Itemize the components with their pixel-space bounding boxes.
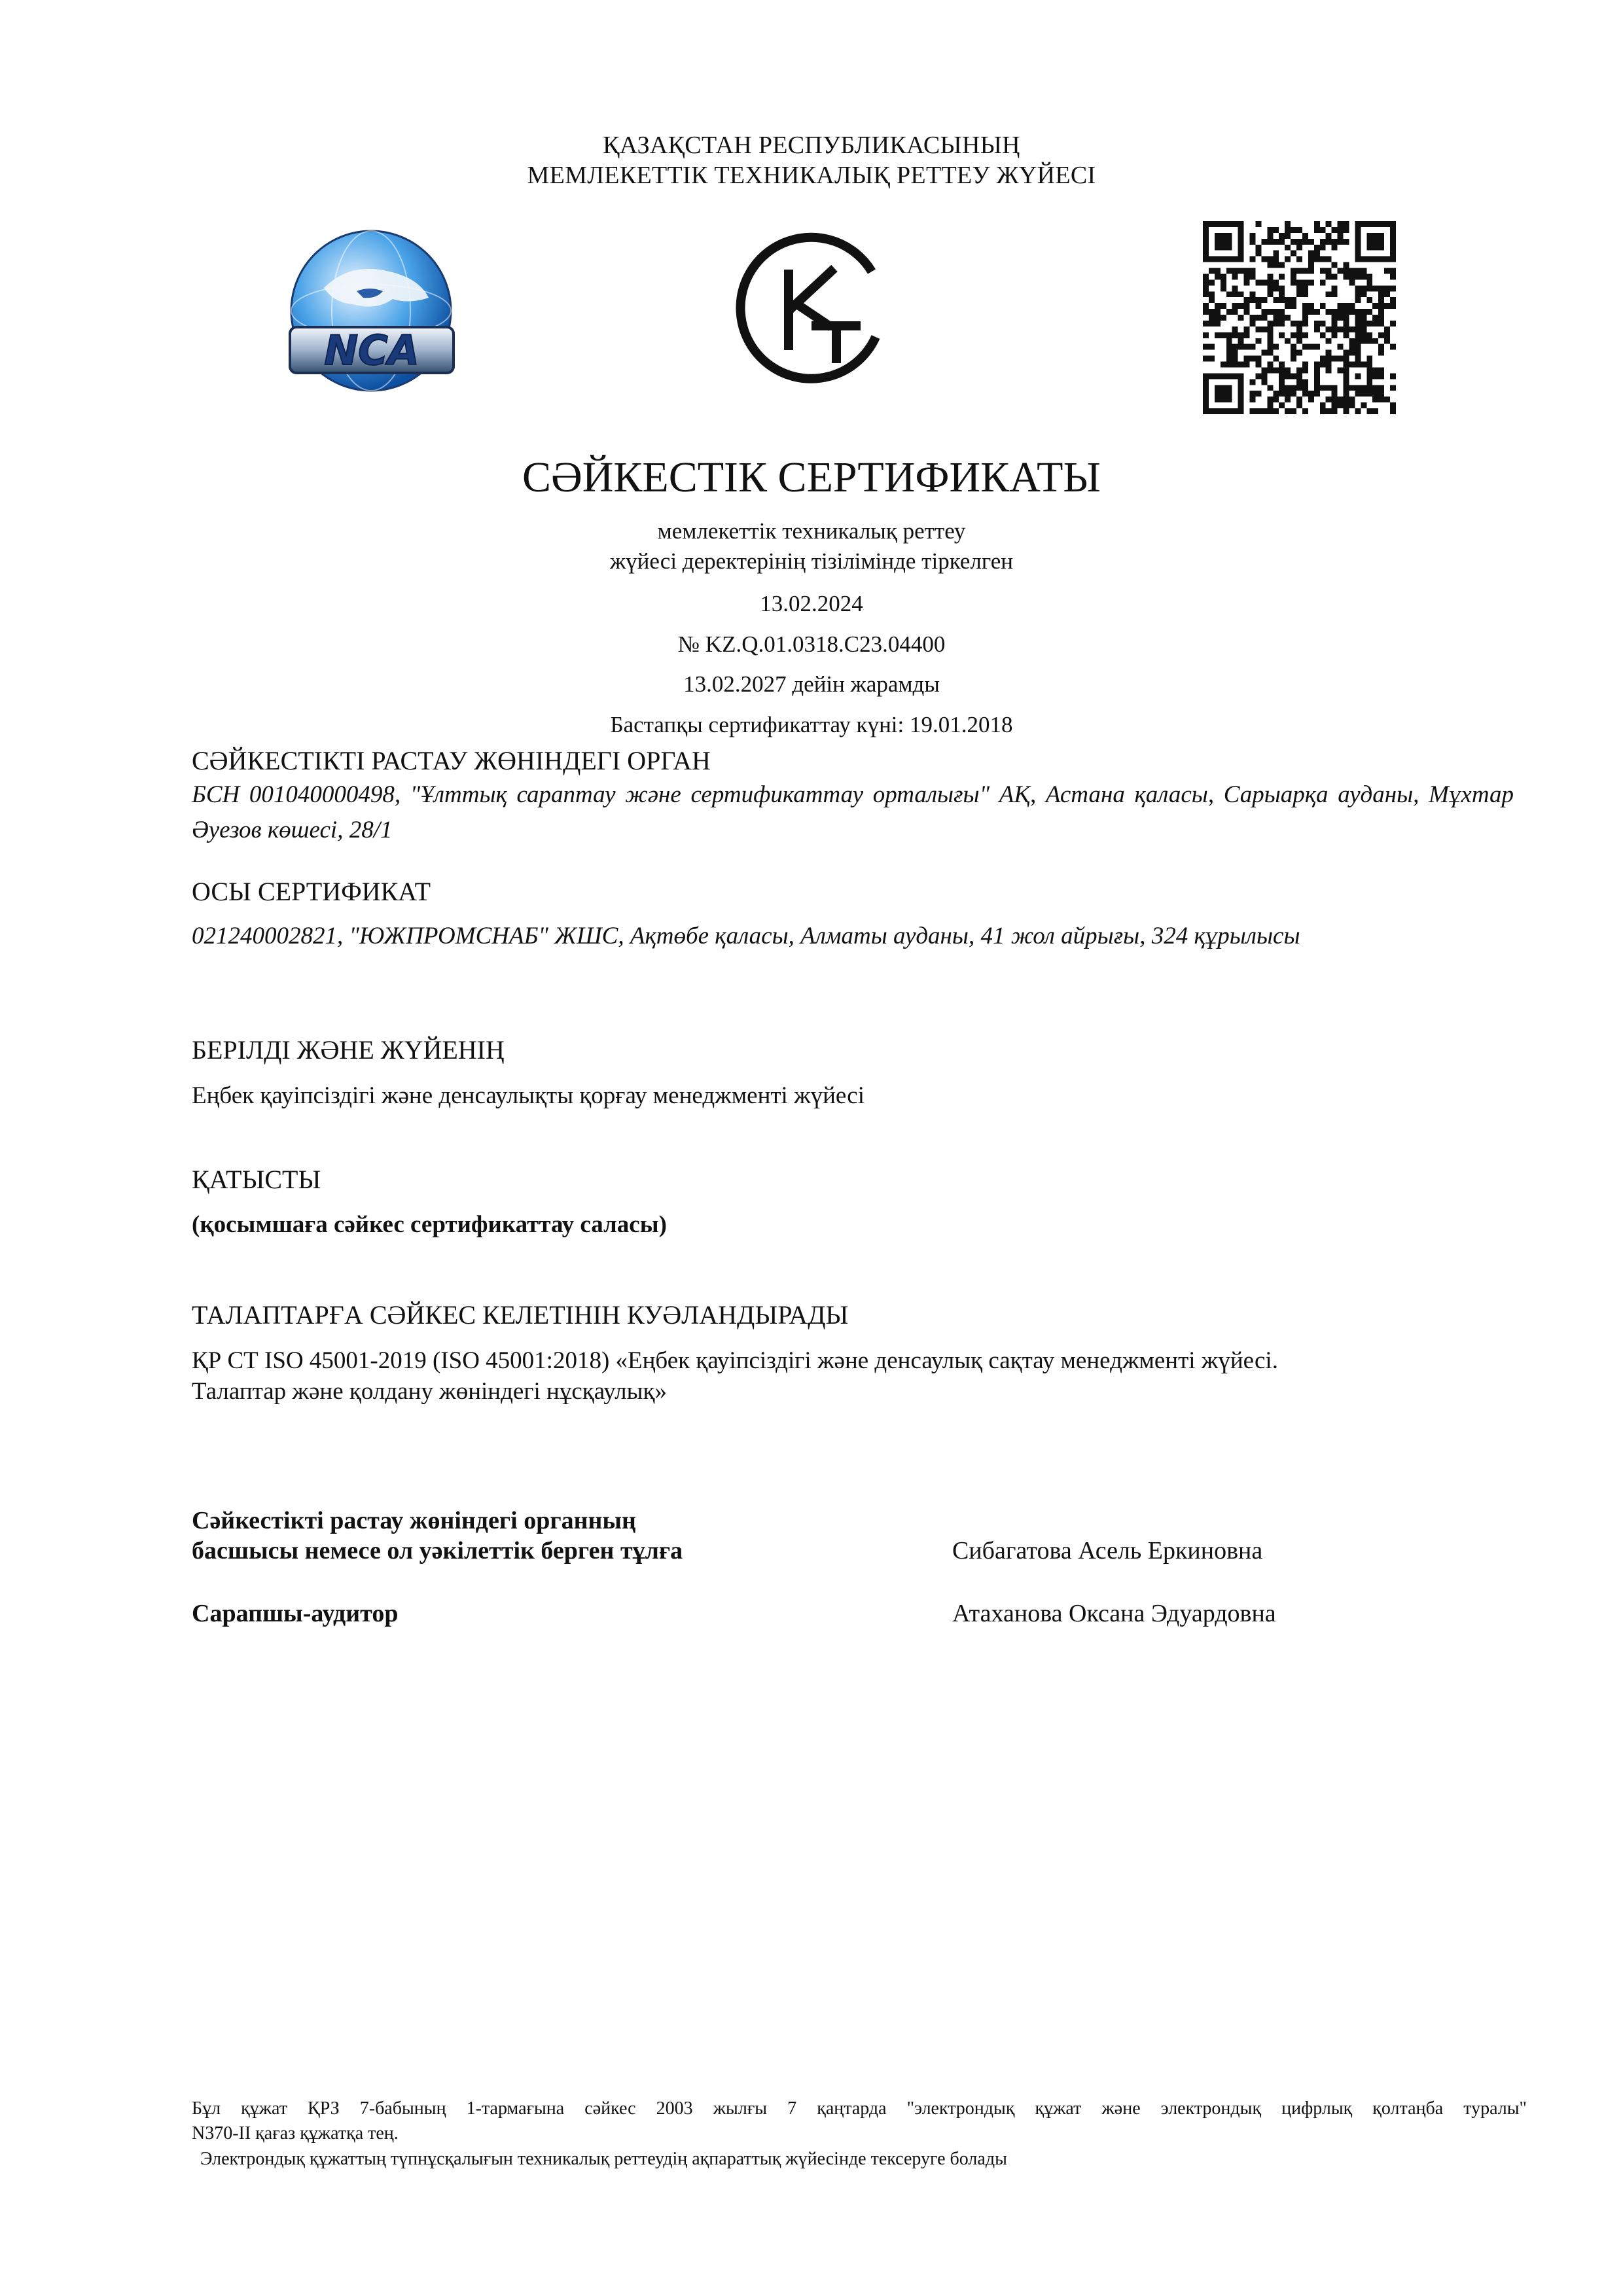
footer-line-2: N370-II қағаз құжатқа тең. [192,2123,399,2144]
header-line-2: МЕМЛЕКЕТТІК ТЕХНИКАЛЫҚ РЕТТЕУ ЖҮЙЕСІ [527,162,1096,189]
compliance-heading: ТАЛАПТАРҒА СӘЙКЕС КЕЛЕТІНІН КУӘЛАНДЫРАДЫ [192,1300,849,1330]
qr-code[interactable] [1203,221,1396,414]
registration-date: 13.02.2024 [760,591,863,616]
head-signatory-name: Сибагатова Асель Еркиновна [952,1537,1263,1564]
system-text: Еңбек қауіпсіздігі және денсаулықты қорғау менеджменті жүйесі [192,1082,865,1109]
head-signatory-label-2: басшысы немесе ол уәкілеттік берген тұлға [192,1537,683,1564]
auditor-label: Сарапшы-аудитор [192,1600,399,1627]
scope-text: (қосымшаға сәйкес сертификаттау саласы) [192,1211,667,1238]
certification-body-heading: СӘЙКЕСТІКТІ РАСТАУ ЖӨНІНДЕГІ ОРГАН [192,746,711,775]
kz-conformity-mark [726,229,890,389]
nca-logo [278,226,465,399]
scope-heading: ҚАТЫСТЫ [192,1165,321,1194]
footer-line-3: Электрондық құжаттың түпнұсқалығын техникалық реттеудің ақпараттық жүйесінде тексеруге болады [200,2149,1007,2169]
auditor-name: Атаханова Оксана Эдуардовна [952,1600,1276,1627]
certificate-title: СӘЙКЕСТІК СЕРТИФИКАТЫ [522,453,1101,501]
registry-line-2: жүйесі деректерінің тізілімінде тіркелген [609,548,1013,574]
header-line-1: ҚАЗАҚСТАН РЕСПУБЛИКАСЫНЫҢ [603,132,1020,159]
compliance-line-2: Талаптар және қолдану жөніндегі нұсқаулық» [192,1378,667,1405]
head-signatory-label-1: Сәйкестікті растау жөніндегі органның [192,1507,636,1534]
kz-mark-text: KZ [726,229,728,230]
registry-line-1: мемлекеттік техникалық реттеу [657,518,966,544]
initial-certification-date: Бастапқы сертификаттау күні: 19.01.2018 [610,712,1013,737]
valid-until: 13.02.2027 дейін жарамды [683,671,940,697]
nca-logo-text: NCA [324,327,419,374]
system-heading: БЕРІЛДІ ЖӘНЕ ЖҮЙЕНІҢ [192,1035,505,1065]
holder-heading: ОСЫ СЕРТИФИКАТ [192,877,431,906]
footer-line-1: Бұл құжат ҚРЗ 7-бабының 1-тармағына сәйкес 2003 жылғы 7 қаңтарда "электрондық құжат және электрондық цифрлық қолтаңба туралы" [192,2098,1527,2119]
holder-text: 021240002821, "ЮЖПРОМСНАБ" ЖШС, Ақтөбе қаласы, Алматы ауданы, 41 жол айрығы, 324 құрылысы [192,923,1300,949]
compliance-line-1: ҚР СТ ISO 45001-2019 (ISO 45001:2018) «Еңбек қауіпсіздігі және денсаулық сақтау менеджменті жүйесі. [192,1347,1278,1374]
certification-body-text: БСН 001040000498, "Ұлттық сараптау және сертификаттау орталығы" АҚ, Астана қаласы, Сарыарқа ауданы, Мұхтар Әуезов көшесі, 28/1 [192,781,1514,843]
certificate-number: № KZ.Q.01.0318.C23.04400 [677,631,946,657]
